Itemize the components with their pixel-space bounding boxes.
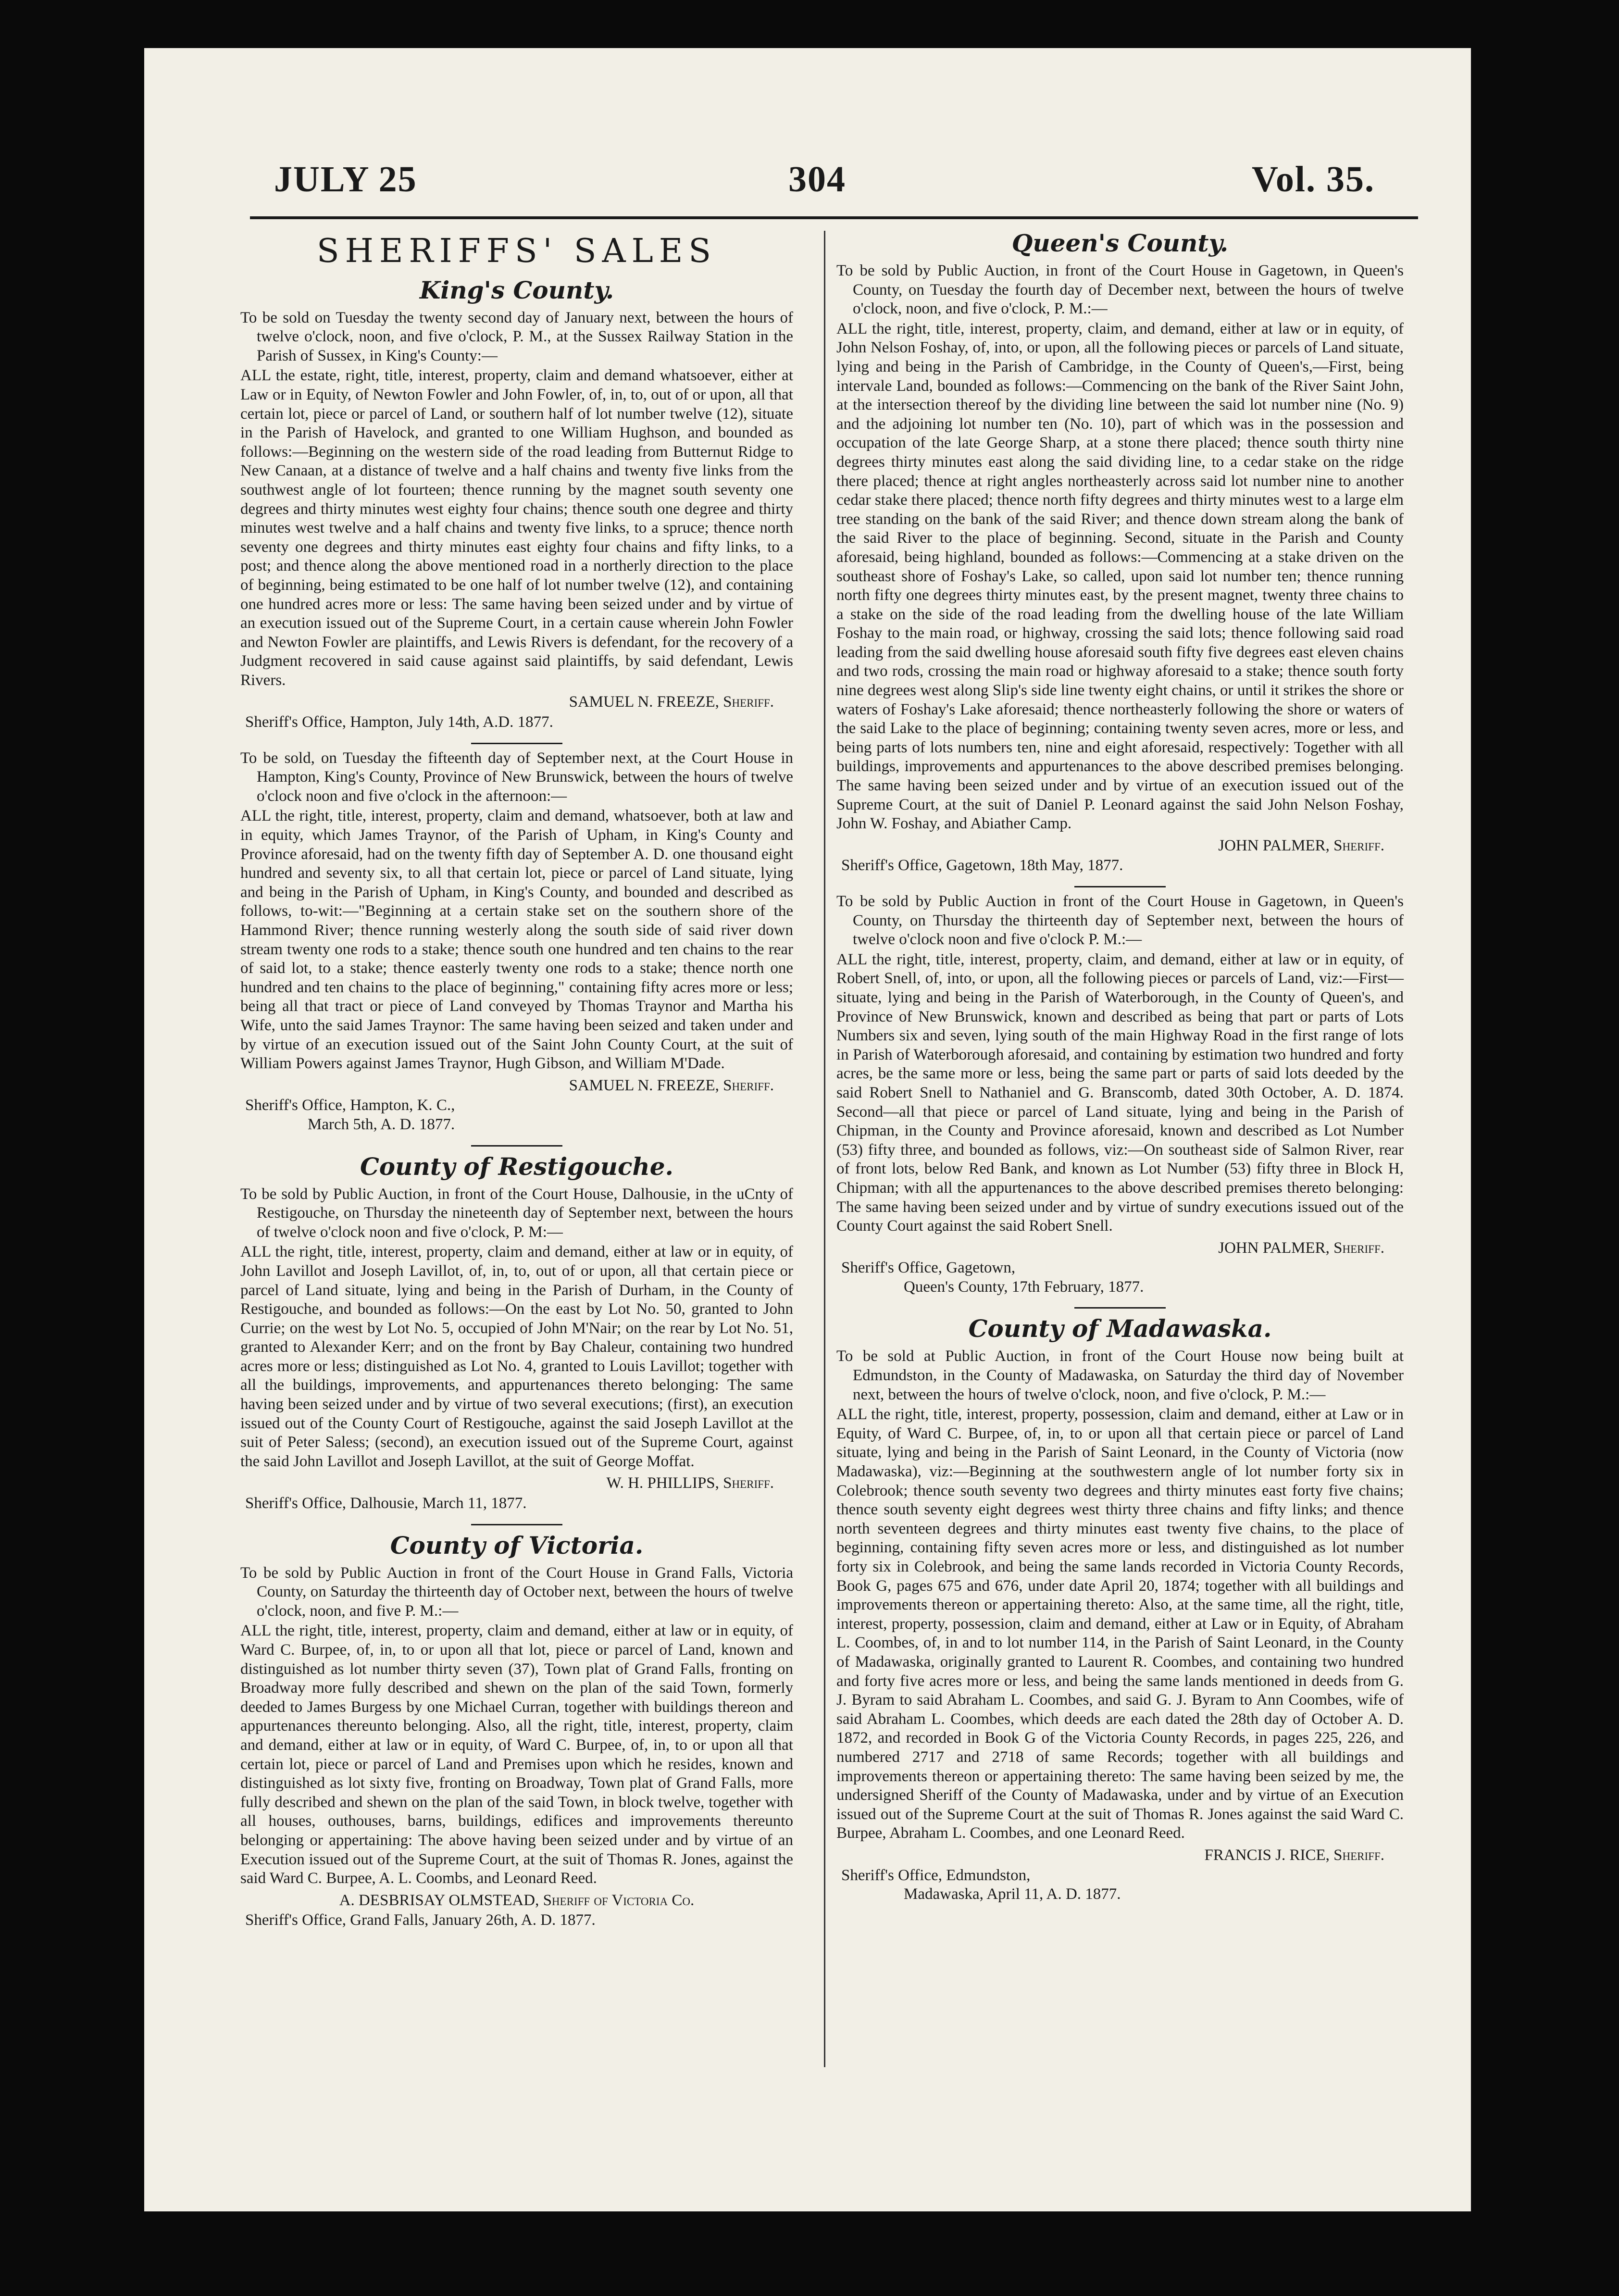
sheriff-signature: W. H. PHILLIPS, Sheriff. [606, 1474, 774, 1492]
sheriff-signature: JOHN PALMER, Sheriff. [1218, 836, 1384, 854]
notice-body: ALL the estate, right, title, interest, property, claim and demand whatsoever, either at Law or in Equity, of Newton Fowler and John Fowler, of, in, to, out of or upon, all that certain lot, piece or parcel of Land, or southern half of lot number twelve (12), situate in the Parish of Havelock, and granted to one William Hughson, and bounded as follows:—Beginning on the western side of the road leading from Butternut Ridge to New Canaan, at a distance of twelve and a half chains and twenty five links from the southwest angle of lot fourteen; thence running by the magnet south seventy one degrees and thirty minutes west eighty four chains; thence south one degree and thirty minutes west twelve and a half chains and twenty five links, to a spruce; thence north seventy one degrees and thirty minutes east eighty four chains and fifty links, to a post; and thence along the above mentioned road in a northerly direction to the place of beginning, being estimated to be one half of lot number twelve (12), and containing one hundred acres more or less: The same having been seized under and by virtue of an execution issued out of the Supreme Court, in a certain cause wherein John Fowler and Newton Fowler are plaintiffs, and Lewis Rivers is defendant, for the recovery of a Judgment recovered in said cause against said plaintiffs, by said defendant, Lewis Rivers. [240, 367, 793, 689]
office-line: Queen's County, 17th February, 1877. [904, 1278, 1144, 1296]
left-column [240, 226, 793, 1933]
sheriff-office: Sheriff's Office, Grand Falls, January 26th, A. D. 1877. [245, 1911, 596, 1929]
county-heading-restigouche: County of Restigouche. [360, 1152, 673, 1181]
sheriff-office: Sheriff's Office, Dalhousie, March 11, 1877. [245, 1495, 527, 1512]
divider [471, 1145, 562, 1147]
sheriff-office: Sheriff's Office, Gagetown, 18th May, 1877. [841, 857, 1123, 874]
notice-body: ALL the right, title, interest, property, possession, claim and demand, either at Law or in Equity, of Ward C. Burpee, of, in, to or upon all that certain piece or parcel of Land situate, lying and being in the Parish of Saint Leonard, in the County of Victoria (now Madawaska), viz:—Beginning at the southwestern angle of lot number forty six in Colebrook; thence south seventy two degrees and thirty minutes east forty five chains; thence south seventy eight degrees west thirty three chains and fifty links; and thence north seventeen degrees and thirty minutes east twenty five chains, to the place of beginning, containing fifty seven acres more or less, and distinguished as lot number forty six in Colebrook, and being the same lands recorded in Victoria County Records, Book G, pages 675 and 676, under date April 20, 1874; together with all buildings and improvements thereon or appertaining thereto: Also, at the same time, all the right, title, interest, property, possession, claim and demand, either at Law or in Equity, of Abraham L. Coombes, of, in and to lot number 114, in the Parish of Saint Leonard, in the County of Madawaska, originally granted to Laurent R. Coombes, and containing two hundred and forty five acres more or less, and being the same lands mentioned in deeds from G. J. Byram to said Abraham L. Coombes, and said G. J. Byram to Ann Coombes, wife of said Abraham L. Coombes, which deeds are each dated the 28th day of October A. D. 1872, and recorded in Book G of the Victoria County Records, in pages 225, 226, and numbered 2717 and 2718 of same Records; together with all buildings and improvements thereon or appertaining thereto: The same having been seized by me, the undersigned Sheriff of the County of Madawaska, under and by virtue of an Execution issued out of the Supreme Court at the suit of Thomas R. Jones against the said Ward C. Burpee, Abraham L. Coombes, and one Leonard Reed. [836, 1406, 1404, 1842]
county-heading-victoria: County of Victoria. [390, 1531, 644, 1560]
notice-queens-2 [836, 892, 1404, 1297]
notice-queens-1 [836, 262, 1404, 875]
sheriff-office [841, 1259, 1404, 1297]
page-title: SHERIFFS' SALES [317, 232, 717, 270]
sheriff-office [841, 1866, 1404, 1904]
divider [471, 1524, 562, 1525]
sheriff-signature: FRANCIS J. RICE, Sheriff. [1204, 1846, 1384, 1864]
notice-restigouche [240, 1185, 793, 1513]
notice-body: ALL the right, title, interest, property, claim and demand, either at law or in equity, of Ward C. Burpee, of, in, to or upon all that lot, piece or parcel of Land, known and distinguished as lot number thirty seven (37), Town plat of Grand Falls, fronting on Broadway more fully described and shewn on the plan of the said Town, formerly deeded to James Burgess by one Michael Curran, together with buildings thereon and appurtenances thereunto belonging. Also, all the right, title, interest, property, claim and demand, either at law or in equity, of Ward C. Burpee, of, in, to or upon all that certain lot, piece or parcel of Land and Premises upon which he resides, known and distinguished as lot sixty five, fronting on Broadway, Town plat of Grand Falls, more fully described and shewn on the plan of the said Town, in block twelve, together with all houses, outhouses, barns, buildings, edifices and improvements thereunto belonging or appertaining: The above having been seized under and by virtue of an Execution issued out of the Supreme Court, at the suit of Thomas R. Jones, against the said Ward C. Burpee, A. L. Coombs, and Leonard Reed. [240, 1622, 793, 1887]
office-line: March 5th, A. D. 1877. [308, 1115, 455, 1133]
divider [471, 743, 562, 744]
notice-intro: To be sold at Public Auction, in front of the Court House now being built at Edmundston, in the County of Madawaska, on Saturday the third day of November next, between the hours of twelve o'clock, noon, and five o'clock, P. M.:— [836, 1348, 1404, 1403]
divider [1074, 1307, 1166, 1309]
sheriff-signature: A. DESBRISAY OLMSTEAD, Sheriff of Victoria Co. [339, 1891, 695, 1909]
office-line: Madawaska, April 11, A. D. 1877. [904, 1885, 1121, 1903]
notice-kings-2 [240, 749, 793, 1135]
notice-intro: To be sold by Public Auction, in front of the Court House, Dalhousie, in the uCnty of Restigouche, on Thursday the nineteenth day of September next, between the hours of twelve o'clock noon and five o'clock, P. M:— [240, 1185, 793, 1241]
notice-body: ALL the right, title, interest, property, claim, and demand, either at law or in equity, of John Nelson Foshay, of, into, or upon, all the following pieces or parcels of Land situate, lying and being in the Parish of Cambridge, in the County of Queen's,—First, being intervale Land, bounded as follows:—Commencing on the bank of the River Saint John, at the intersection thereof by the dividing line between the said lot number nine (No. 9) and the adjoining lot number ten (No. 10), part of which was in the possession and occupation of the late George Sharp, at a stone there placed; thence south thirty nine degrees thirty minutes east along the said dividing line, to a cedar stake on the ridge there placed; thence at right angles northeasterly across said lot number nine to another cedar stake there placed; thence north fifty degrees and thirty minutes west to a large elm tree standing on the bank of the said River; and thence down stream along the bank of the said River to the place of beginning. Second, situate in the Parish and County aforesaid, being highland, bounded as follows:—Commencing at a stake driven on the southeast shore of Foshay's Lake, so called, upon said lot number ten; thence running north fifty one degrees thirty minutes east, by the present magnet, twenty three chains to a stake on the side of the road leading from the dwelling house of the late William Foshay to the main road, or highway, crossing the said lots; thence following said road leading from the said dwelling house aforesaid south fifty five degrees east eleven chains and two rods, crossing the main road or highway aforesaid to a stake; thence south forty nine degrees west along Slip's side line twenty eight chains, or until it strikes the shore or waters of Foshay's Lake aforesaid; thence northeasterly following the shore or waters of the said Lake to the place of beginning; containing twenty seven acres, more or less, and being parts of lots numbers ten, nine and eight aforesaid, respectively: Together with all buildings, improvements and appurtenances to the above described premises belonging. The same having been seized under and by virtue of an execution issued out of the Supreme Court, at the suit of Daniel P. Leonard against the said John Nelson Foshay, John W. Foshay, and Abiather Camp. [836, 320, 1404, 833]
header-rule [250, 216, 1418, 219]
notice-intro: To be sold by Public Auction in front of the Court House in Grand Falls, Victoria County, on Saturday the thirteenth day of October next, between the hours of twelve o'clock, noon, and five P. M.:— [240, 1564, 793, 1620]
sheriff-office [245, 1096, 793, 1134]
office-line: Sheriff's Office, Edmundston, [841, 1866, 1031, 1884]
notice-kings-1 [240, 309, 793, 732]
notice-intro: To be sold by Public Auction in front of the Court House in Gagetown, in Queen's County, on Thursday the thirteenth day of September next, between the hours of twelve o'clock noon and five o'clock P. M.:— [836, 893, 1404, 948]
office-line: Sheriff's Office, Hampton, K. C., [245, 1097, 455, 1114]
newspaper-page [144, 48, 1471, 2211]
notice-intro: To be sold on Tuesday the twenty second day of January next, between the hours of twelve o'clock, noon, and five o'clock, P. M., at the Sussex Railway Station in the Parish of Sussex, in King's County:— [240, 309, 793, 364]
notice-body: ALL the right, title, interest, property, claim, and demand, either at law or in equity, of Robert Snell, of, into, or upon, all the following pieces or parcels of Land, viz:—First—situate, lying and being in the Parish of Waterborough, in the County of Queen's, and Province of New Brunswick, known and described as being that part or parts of Lots Numbers six and seven, lying south of the main Highway Road in the first range of lots in Parish of Waterborough aforesaid, and containing by estimation two hundred and forty acres, be the same more or less, being the same part or parts of said lots deeded by the said Robert Snell to Nathaniel and G. Branscomb, dated 30th October, A. D. 1874. Second—all that piece or parcel of Land situate, lying and being in the Parish of Chipman, in the County and Province aforesaid, known and described as Lot Number (53) fifty three, and bounded as follows, viz:—On southeast side of Salmon River, rear of front lots, below Red Bank, and known as Lot Number (53) fifty three in Block H, Chipman; with all the appurtenances to the above described premises thereto belonging: The same having been seized under and by virtue of sundry executions issued out of the County Court against the said Robert Snell. [836, 950, 1404, 1235]
issue-date: JULY 25 [274, 159, 417, 200]
county-heading-kings: King's County. [419, 275, 614, 304]
sheriff-office: Sheriff's Office, Hampton, July 14th, A.D. 1877. [245, 713, 553, 731]
office-line: Sheriff's Office, Gagetown, [841, 1259, 1016, 1277]
notice-intro: To be sold, on Tuesday the fifteenth day of September next, at the Court House in Hampton, King's County, Province of New Brunswick, between the hours of twelve o'clock noon and five o'clock in the afternoon:— [240, 749, 793, 805]
county-heading-madawaska: County of Madawaska. [968, 1314, 1272, 1343]
notice-body: ALL the right, title, interest, property, claim and demand, either at law or in equity, of John Lavillot and Joseph Lavillot, of, in, to, out of or upon, all that certain piece or parcel of Land situate, lying and being in the Parish of Durham, in the County of Restigouche, and bounded as follows:—On the east by Lot No. 50, granted to John Currie; on the west by Lot No. 5, occupied of John M'Nair; on the rear by Lot No. 51, granted to Alexander Kerr; and on the front by Bay Chaleur, containing two hundred acres more or less; distinguished as Lot No. 4, granted to Louis Lavillot; together with all the buildings, improvements, and appurtenances thereto belonging: The same having been seized under and by virtue of two several executions; (first), an execution issued out of the County Court of Restigouche, against the said Joseph Lavillot at the suit of Peter Saless; (second), an execution issued out of the Supreme Court, against the said John Lavillot and Joseph Lavillot, at the suit of George Moffat. [240, 1243, 793, 1470]
right-column [836, 226, 1404, 1907]
sheriff-signature: JOHN PALMER, Sheriff. [1218, 1239, 1384, 1257]
notice-madawaska [836, 1347, 1404, 1904]
divider [1074, 886, 1166, 887]
notice-body: ALL the right, title, interest, property, claim and demand, whatsoever, both at law and in equity, which James Traynor, of the Parish of Upham, in King's County and Province aforesaid, had on the twenty fifth day of September A. D. one thousand eight hundred and seventy six, to all that certain lot, piece or parcel of Land situate, lying and being in the Parish of Upham, in King's County, and bounded and described as follows, to-wit:—"Beginning at a certain stake set on the southern shore of the Hammond River; thence running westerly along the south side of said river down stream twenty one rods to a stake; thence south one hundred and ten chains to the rear of said lot, to a stake; thence easterly twenty one rods to a stake; thence north one hundred and ten chains to the place of beginning," containing fifty acres more or less; being all that tract or piece of Land conveyed by Thomas Traynor and Martha his Wife, unto the said James Traynor: The same having been seized and taken under and by virtue of an execution issued out of the Saint John County Court, at the suit of William Powers against James Traynor, Hugh Gibson, and William M'Dade. [240, 807, 793, 1073]
column-divider [824, 231, 825, 2067]
page-header [274, 159, 1375, 212]
sheriff-signature: SAMUEL N. FREEZE, Sheriff. [569, 693, 774, 711]
notice-victoria [240, 1564, 793, 1930]
notice-intro: To be sold by Public Auction, in front of the Court House in Gagetown, in Queen's County, on Tuesday the fourth day of December next, between the hours of twelve o'clock, noon, and five o'clock, P. M.:— [836, 262, 1404, 318]
sheriff-signature: SAMUEL N. FREEZE, Sheriff. [569, 1076, 774, 1094]
volume-number: Vol. 35. [1251, 159, 1375, 200]
county-heading-queens: Queen's County. [1011, 229, 1229, 257]
page-number: 304 [788, 159, 846, 200]
